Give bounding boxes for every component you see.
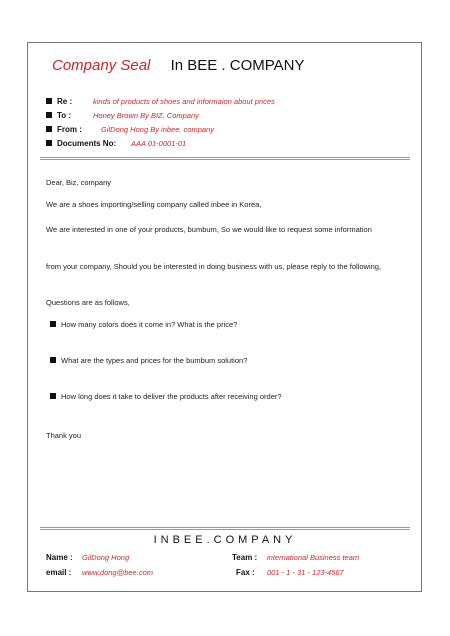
bullet-square-icon (46, 140, 52, 146)
company-seal-label: Company Seal (52, 57, 151, 74)
footer-email-label: email : (46, 568, 72, 577)
divider-bottom (40, 527, 410, 530)
meta-to (46, 111, 199, 121)
meta-document-number (46, 139, 186, 149)
paragraph-interest: We are interested in one of your products, bumbum, So we would like to request some information (46, 225, 372, 234)
divider-top (40, 157, 410, 160)
footer-team-label: Team : (232, 553, 258, 562)
meta-value: AAA 01-0001-01 (131, 139, 187, 148)
meta-from (46, 125, 214, 135)
footer-fax-value: 001 - 1 - 31 - 123-4567 (267, 568, 344, 577)
greeting: Dear, Biz, company (46, 178, 112, 187)
question-item (50, 392, 282, 402)
company-name: In BEE . COMPANY (170, 57, 305, 74)
bullet-square-icon (50, 393, 56, 399)
footer-name-value: GilDong Hong (82, 553, 130, 562)
question-text: How long does it take to deliver the products after receiving order? (61, 392, 282, 401)
paragraph-request: from your company, Should you be interested in doing business with us, please reply to the following, (46, 262, 382, 271)
question-text: How many colors does it come in? What is the price? (61, 320, 238, 329)
meta-label: From : (57, 125, 82, 134)
footer-fax-label: Fax : (236, 568, 255, 577)
bullet-square-icon (50, 321, 56, 327)
meta-value: GilDong Hong By inbee. company (101, 125, 214, 134)
question-text: What are the types and prices for the bumbum solution? (61, 356, 248, 365)
meta-label: Documents No: (57, 139, 117, 148)
meta-value: kinds of products of shoes and informaion about prices (93, 97, 275, 106)
paragraph-questions-intro: Questions are as follows, (46, 298, 130, 307)
meta-label: Re : (57, 97, 73, 106)
bullet-square-icon (46, 126, 52, 132)
letterhead (52, 57, 305, 75)
footer-team-value: international Business team (267, 553, 360, 562)
meta-value: Honey Brown By BIZ. Company (93, 111, 199, 120)
paragraph-intro: We are a shoes importing/selling company called inbee in Korea, (46, 200, 262, 209)
footer-email-value[interactable]: www.dong@bee.com (82, 568, 153, 577)
meta-label: To : (57, 111, 72, 120)
question-item (50, 320, 237, 330)
bullet-square-icon (46, 98, 52, 104)
question-item (50, 356, 247, 366)
footer-company-title: INBEE.COMPANY (153, 534, 297, 546)
bullet-square-icon (46, 112, 52, 118)
footer-name-label: Name : (46, 553, 73, 562)
meta-re (46, 97, 275, 107)
bullet-square-icon (50, 357, 56, 363)
closing: Thank you (46, 431, 82, 440)
